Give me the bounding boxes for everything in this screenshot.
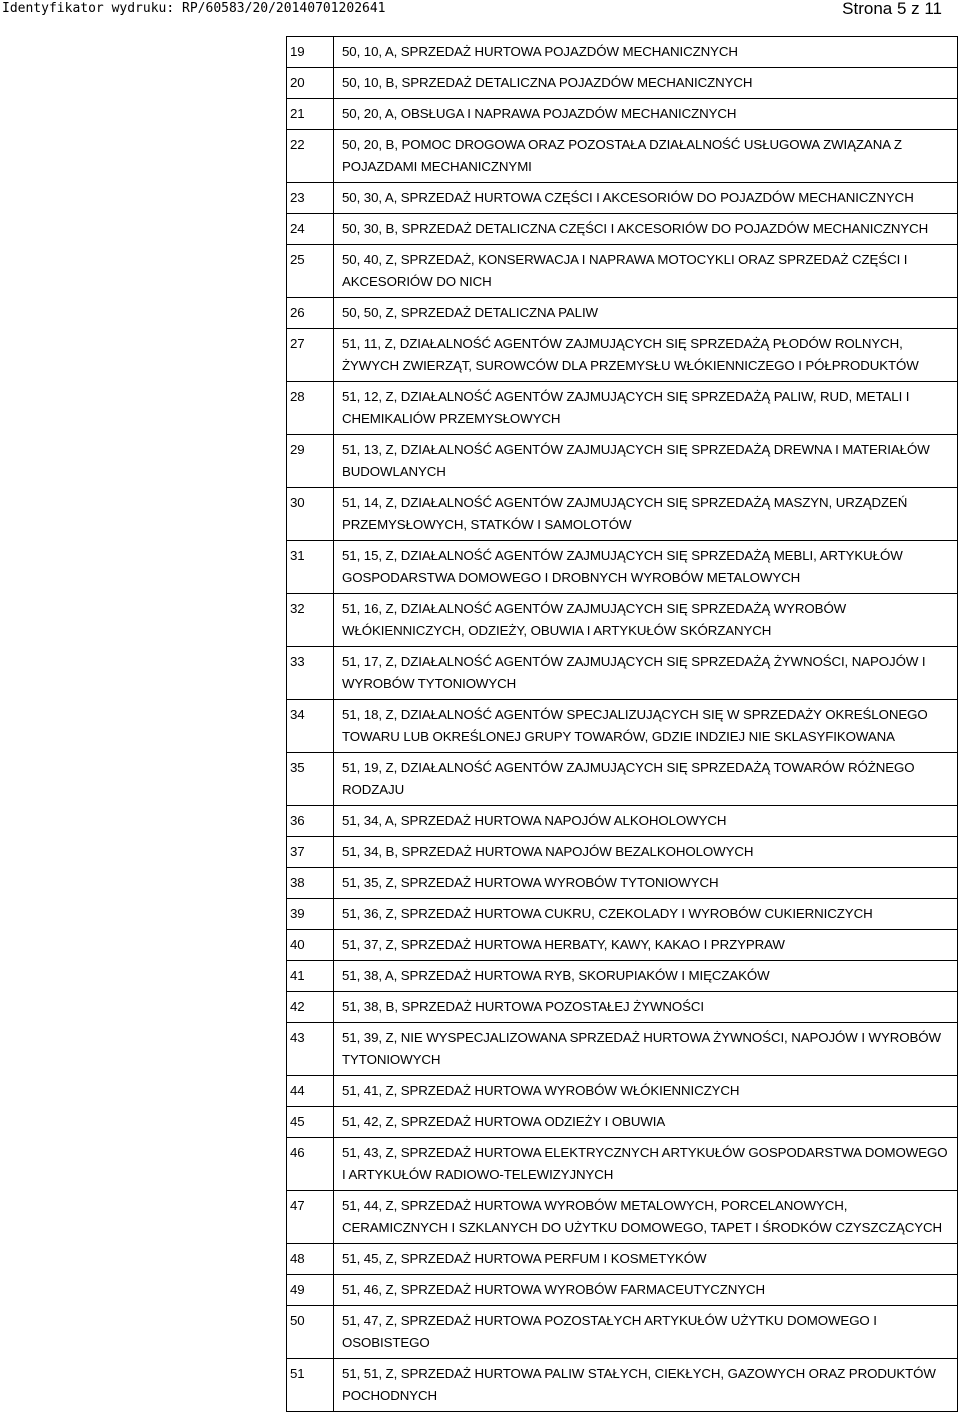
activity-description: 51, 35, Z, SPRZEDAŻ HURTOWA WYROBÓW TYTONIOWYCH <box>334 868 958 899</box>
row-number: 43 <box>287 1023 334 1076</box>
activity-description: 51, 41, Z, SPRZEDAŻ HURTOWA WYROBÓW WŁÓKIENNICZYCH <box>334 1076 958 1107</box>
table-row <box>287 183 958 214</box>
table-row <box>287 961 958 992</box>
row-number: 28 <box>287 382 334 435</box>
table-row <box>287 1107 958 1138</box>
row-number: 49 <box>287 1275 334 1306</box>
activity-description: 50, 10, B, SPRZEDAŻ DETALICZNA POJAZDÓW MECHANICZNYCH <box>334 68 958 99</box>
table-row <box>287 899 958 930</box>
row-number: 47 <box>287 1191 334 1244</box>
row-number: 40 <box>287 930 334 961</box>
row-number: 27 <box>287 329 334 382</box>
table-row <box>287 99 958 130</box>
row-number: 32 <box>287 594 334 647</box>
row-number: 33 <box>287 647 334 700</box>
row-number: 42 <box>287 992 334 1023</box>
activity-description: 51, 11, Z, DZIAŁALNOŚĆ AGENTÓW ZAJMUJĄCYCH SIĘ SPRZEDAŻĄ PŁODÓW ROLNYCH, ŻYWYCH ZWIERZĄT, SUROWCÓW DLA PRZEMYSŁU WŁÓKIENNICZEGO I PÓŁPRODUKTÓW <box>334 329 958 382</box>
activity-description: 51, 16, Z, DZIAŁALNOŚĆ AGENTÓW ZAJMUJĄCYCH SIĘ SPRZEDAŻĄ WYROBÓW WŁÓKIENNICZYCH, ODZIEŻY, OBUWIA I ARTYKUŁÓW SKÓRZANYCH <box>334 594 958 647</box>
activity-table <box>286 36 958 1412</box>
table-row <box>287 1359 958 1412</box>
row-number: 51 <box>287 1359 334 1412</box>
row-number: 38 <box>287 868 334 899</box>
row-number: 45 <box>287 1107 334 1138</box>
row-number: 25 <box>287 245 334 298</box>
row-number: 29 <box>287 435 334 488</box>
activity-description: 51, 18, Z, DZIAŁALNOŚĆ AGENTÓW SPECJALIZUJĄCYCH SIĘ W SPRZEDAŻY OKREŚLONEGO TOWARU LUB OKREŚLONEJ GRUPY TOWARÓW, GDZIE INDZIEJ NIE SKLASYFIKOWANA <box>334 700 958 753</box>
table-row <box>287 594 958 647</box>
activity-description: 51, 44, Z, SPRZEDAŻ HURTOWA WYROBÓW METALOWYCH, PORCELANOWYCH, CERAMICZNYCH I SZKLANYCH DO UŻYTKU DOMOWEGO, TAPET I ŚRODKÓW CZYSZCZĄCYCH <box>334 1191 958 1244</box>
row-number: 31 <box>287 541 334 594</box>
activity-description: 51, 34, A, SPRZEDAŻ HURTOWA NAPOJÓW ALKOHOLOWYCH <box>334 806 958 837</box>
activity-description: 50, 40, Z, SPRZEDAŻ, KONSERWACJA I NAPRAWA MOTOCYKLI ORAZ SPRZEDAŻ CZĘŚCI I AKCESORIÓW DO NICH <box>334 245 958 298</box>
activity-table-body <box>287 37 958 1412</box>
activity-description: 51, 13, Z, DZIAŁALNOŚĆ AGENTÓW ZAJMUJĄCYCH SIĘ SPRZEDAŻĄ DREWNA I MATERIAŁÓW BUDOWLANYCH <box>334 435 958 488</box>
row-number: 26 <box>287 298 334 329</box>
row-number: 50 <box>287 1306 334 1359</box>
table-row <box>287 930 958 961</box>
table-row <box>287 1191 958 1244</box>
table-row <box>287 435 958 488</box>
activity-description: 51, 15, Z, DZIAŁALNOŚĆ AGENTÓW ZAJMUJĄCYCH SIĘ SPRZEDAŻĄ MEBLI, ARTYKUŁÓW GOSPODARSTWA DOMOWEGO I DROBNYCH WYROBÓW METALOWYCH <box>334 541 958 594</box>
row-number: 20 <box>287 68 334 99</box>
activity-description: 51, 37, Z, SPRZEDAŻ HURTOWA HERBATY, KAWY, KAKAO I PRZYPRAW <box>334 930 958 961</box>
activity-description: 51, 46, Z, SPRZEDAŻ HURTOWA WYROBÓW FARMACEUTYCZNYCH <box>334 1275 958 1306</box>
activity-description: 51, 39, Z, NIE WYSPECJALIZOWANA SPRZEDAŻ HURTOWA ŻYWNOŚCI, NAPOJÓW I WYROBÓW TYTONIOWYCH <box>334 1023 958 1076</box>
table-row <box>287 1076 958 1107</box>
activity-description: 50, 50, Z, SPRZEDAŻ DETALICZNA PALIW <box>334 298 958 329</box>
activity-description: 51, 14, Z, DZIAŁALNOŚĆ AGENTÓW ZAJMUJĄCYCH SIĘ SPRZEDAŻĄ MASZYN, URZĄDZEŃ PRZEMYSŁOWYCH, STATKÓW I SAMOLOTÓW <box>334 488 958 541</box>
activity-description: 51, 17, Z, DZIAŁALNOŚĆ AGENTÓW ZAJMUJĄCYCH SIĘ SPRZEDAŻĄ ŻYWNOŚCI, NAPOJÓW I WYROBÓW TYTONIOWYCH <box>334 647 958 700</box>
row-number: 24 <box>287 214 334 245</box>
table-row <box>287 837 958 868</box>
row-number: 35 <box>287 753 334 806</box>
table-row <box>287 245 958 298</box>
row-number: 36 <box>287 806 334 837</box>
row-number: 44 <box>287 1076 334 1107</box>
table-row <box>287 868 958 899</box>
activity-description: 51, 51, Z, SPRZEDAŻ HURTOWA PALIW STAŁYCH, CIEKŁYCH, GAZOWYCH ORAZ PRODUKTÓW POCHODNYCH <box>334 1359 958 1412</box>
row-number: 48 <box>287 1244 334 1275</box>
table-row <box>287 1138 958 1191</box>
activity-description: 51, 38, A, SPRZEDAŻ HURTOWA RYB, SKORUPIAKÓW I MIĘCZAKÓW <box>334 961 958 992</box>
activity-description: 51, 19, Z, DZIAŁALNOŚĆ AGENTÓW ZAJMUJĄCYCH SIĘ SPRZEDAŻĄ TOWARÓW RÓŻNEGO RODZAJU <box>334 753 958 806</box>
row-number: 39 <box>287 899 334 930</box>
row-number: 34 <box>287 700 334 753</box>
row-number: 30 <box>287 488 334 541</box>
table-row <box>287 753 958 806</box>
row-number: 23 <box>287 183 334 214</box>
table-row <box>287 700 958 753</box>
row-number: 22 <box>287 130 334 183</box>
activity-description: 51, 38, B, SPRZEDAŻ HURTOWA POZOSTAŁEJ ŻYWNOŚCI <box>334 992 958 1023</box>
activity-description: 51, 34, B, SPRZEDAŻ HURTOWA NAPOJÓW BEZALKOHOLOWYCH <box>334 837 958 868</box>
print-identifier: Identyfikator wydruku: RP/60583/20/20140701202641 <box>2 1 386 16</box>
table-row <box>287 1275 958 1306</box>
activity-description: 50, 20, A, OBSŁUGA I NAPRAWA POJAZDÓW MECHANICZNYCH <box>334 99 958 130</box>
activity-description: 51, 36, Z, SPRZEDAŻ HURTOWA CUKRU, CZEKOLADY I WYROBÓW CUKIERNICZYCH <box>334 899 958 930</box>
row-number: 19 <box>287 37 334 68</box>
table-row <box>287 806 958 837</box>
table-row <box>287 68 958 99</box>
activity-description: 50, 20, B, POMOC DROGOWA ORAZ POZOSTAŁA DZIAŁALNOŚĆ USŁUGOWA ZWIĄZANA Z POJAZDAMI MECHANICZNYMI <box>334 130 958 183</box>
table-row <box>287 647 958 700</box>
table-row <box>287 298 958 329</box>
table-row <box>287 488 958 541</box>
row-number: 21 <box>287 99 334 130</box>
table-row <box>287 1244 958 1275</box>
page-header <box>0 0 960 20</box>
row-number: 46 <box>287 1138 334 1191</box>
table-row <box>287 541 958 594</box>
table-row <box>287 130 958 183</box>
activity-description: 50, 10, A, SPRZEDAŻ HURTOWA POJAZDÓW MECHANICZNYCH <box>334 37 958 68</box>
activity-description: 51, 42, Z, SPRZEDAŻ HURTOWA ODZIEŻY I OBUWIA <box>334 1107 958 1138</box>
table-row <box>287 992 958 1023</box>
activity-description: 50, 30, B, SPRZEDAŻ DETALICZNA CZĘŚCI I AKCESORIÓW DO POJAZDÓW MECHANICZNYCH <box>334 214 958 245</box>
page-number: Strona 5 z 11 <box>842 0 942 18</box>
table-row <box>287 382 958 435</box>
activity-description: 51, 47, Z, SPRZEDAŻ HURTOWA POZOSTAŁYCH ARTYKUŁÓW UŻYTKU DOMOWEGO I OSOBISTEGO <box>334 1306 958 1359</box>
table-row <box>287 37 958 68</box>
table-row <box>287 1023 958 1076</box>
activity-description: 50, 30, A, SPRZEDAŻ HURTOWA CZĘŚCI I AKCESORIÓW DO POJAZDÓW MECHANICZNYCH <box>334 183 958 214</box>
table-row <box>287 1306 958 1359</box>
activity-description: 51, 43, Z, SPRZEDAŻ HURTOWA ELEKTRYCZNYCH ARTYKUŁÓW GOSPODARSTWA DOMOWEGO I ARTYKUŁÓW RADIOWO-TELEWIZYJNYCH <box>334 1138 958 1191</box>
activity-description: 51, 12, Z, DZIAŁALNOŚĆ AGENTÓW ZAJMUJĄCYCH SIĘ SPRZEDAŻĄ PALIW, RUD, METALI I CHEMIKALIÓW PRZEMYSŁOWYCH <box>334 382 958 435</box>
table-row <box>287 329 958 382</box>
activity-description: 51, 45, Z, SPRZEDAŻ HURTOWA PERFUM I KOSMETYKÓW <box>334 1244 958 1275</box>
table-row <box>287 214 958 245</box>
row-number: 41 <box>287 961 334 992</box>
row-number: 37 <box>287 837 334 868</box>
